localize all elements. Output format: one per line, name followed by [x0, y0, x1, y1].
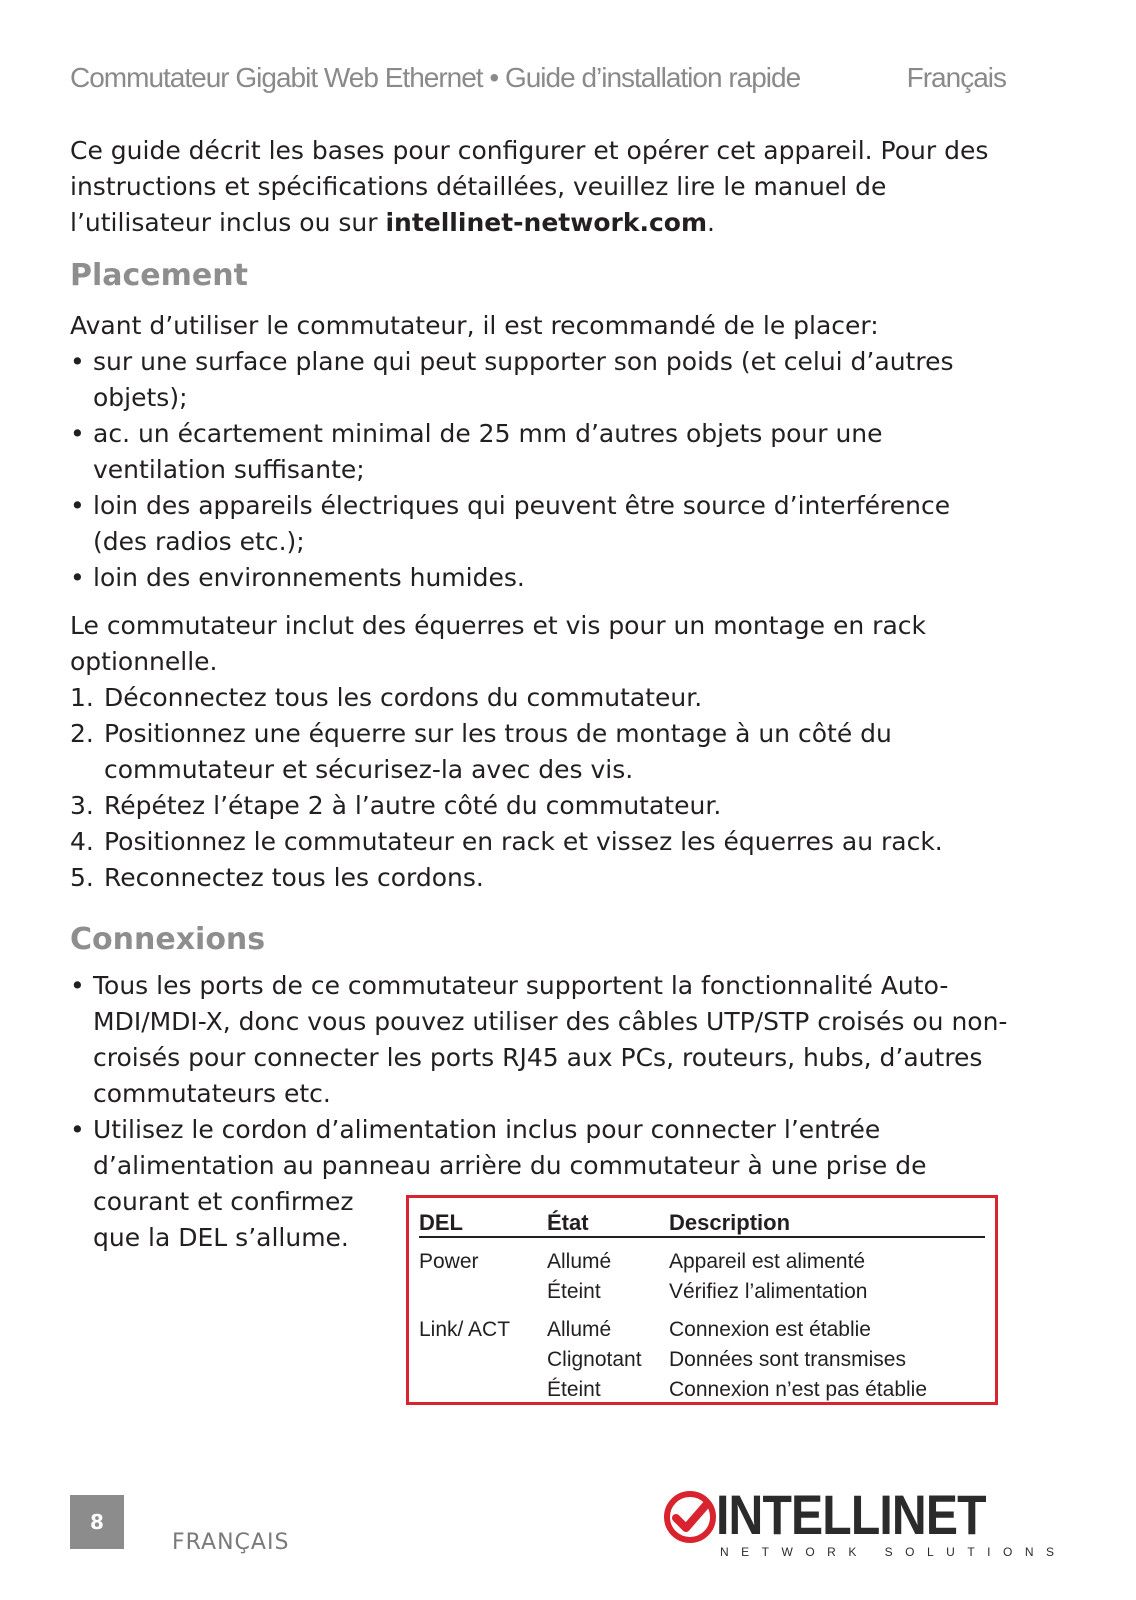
- bullet-symbol: •: [70, 971, 85, 1000]
- list-item: [70, 860, 1010, 896]
- bullet-text: Tous les ports de ce commutateur supportent la fonctionnalité Auto-MDI/MDI-X, donc vous pouvez utiliser des câbles UTP/STP croisés ou non-croisés pour connecter les ports RJ45 aux PCs, routeurs, hubs, d’autres commutateurs etc.: [93, 971, 1008, 1108]
- table-header: [419, 1210, 985, 1238]
- rack-paragraph: Le commutateur inclut des équerres et vis pour un montage en rack optionnelle.: [70, 611, 926, 676]
- list-item: [70, 968, 1010, 1112]
- bullet-symbol: •: [70, 347, 85, 376]
- step-number: 2.: [70, 719, 94, 748]
- connexions-heading: Connexions: [70, 922, 266, 957]
- step-text: Positionnez une équerre sur les trous de montage à un côté du commutateur et sécurisez-la avec des vis.: [104, 719, 892, 784]
- step-number: 3.: [70, 791, 94, 820]
- table-cell: Connexion n’est pas établie: [669, 1378, 928, 1401]
- list-item: [70, 824, 1010, 860]
- bullet-text: loin des environnements humides.: [93, 563, 525, 592]
- list-item: [70, 488, 1010, 560]
- bullet-symbol: •: [70, 491, 85, 520]
- list-item: [70, 344, 1010, 416]
- table-cell: Appareil est alimenté: [669, 1250, 866, 1273]
- table-row: [419, 1378, 985, 1408]
- list-item: [70, 716, 1010, 788]
- placement-bullet-list: [70, 344, 1010, 596]
- bullet-tail-line: que la DEL s’allume.: [93, 1223, 349, 1252]
- bullet-text: loin des appareils électriques qui peuvent être source d’interférence (des radios etc.);: [93, 491, 951, 556]
- column-header-del: DEL: [419, 1210, 463, 1235]
- placement-lead: Avant d’utiliser le commutateur, il est recommandé de le placer:: [70, 311, 879, 340]
- bullet-tail: [93, 1184, 393, 1256]
- step-text: Déconnectez tous les cordons du commutateur.: [104, 683, 703, 712]
- column-header-description: Description: [669, 1210, 791, 1235]
- bullet-text: Utilisez le cordon d’alimentation inclus pour connecter l’entrée d’alimentation au panneau arrière du commutateur à une prise de: [93, 1115, 927, 1180]
- list-item: [70, 416, 1010, 488]
- table-cell: Connexion est établie: [669, 1318, 871, 1341]
- step-number: 1.: [70, 683, 94, 712]
- bullet-symbol: •: [70, 419, 85, 448]
- logo-wordmark: INTELLINET: [716, 1483, 986, 1546]
- bullet-text: ac. un écartement minimal de 25 mm d’autres objets pour une ventilation suffisante;: [93, 419, 883, 484]
- header-title: Commutateur Gigabit Web Ethernet • Guide d’installation rapide: [70, 62, 801, 93]
- list-item: [70, 560, 1010, 596]
- step-number: 4.: [70, 827, 94, 856]
- table-cell: Éteint: [547, 1378, 601, 1401]
- page-header: [70, 62, 1006, 106]
- checkmark-logo-icon: [664, 1491, 716, 1543]
- table-row: [419, 1280, 985, 1310]
- logo-subtext: NETWORK SOLUTIONS: [720, 1545, 1067, 1559]
- footer-language: FRANÇAIS: [172, 1530, 290, 1555]
- placement-heading: Placement: [70, 258, 248, 293]
- intro-text-end: .: [707, 208, 715, 237]
- led-status-table: [406, 1195, 998, 1405]
- table-row: [419, 1318, 985, 1348]
- step-text: Reconnectez tous les cordons.: [104, 863, 484, 892]
- list-item: [70, 680, 1010, 716]
- list-item: [70, 788, 1010, 824]
- table-cell: Vérifiez l’alimentation: [669, 1280, 868, 1303]
- website-link[interactable]: intellinet-network.com: [385, 208, 708, 237]
- step-number: 5.: [70, 863, 94, 892]
- page-number: 8: [70, 1495, 124, 1549]
- bullet-tail-line: courant et confirmez: [93, 1187, 354, 1216]
- table-cell: Link/ ACT: [419, 1318, 511, 1341]
- bullet-symbol: •: [70, 563, 85, 592]
- table-cell: Power: [419, 1250, 479, 1273]
- bullet-symbol: •: [70, 1115, 85, 1144]
- intellinet-logo: [664, 1483, 1067, 1563]
- rack-steps-list: [70, 680, 1010, 896]
- column-header-etat: État: [547, 1210, 589, 1235]
- table-cell: Allumé: [547, 1250, 612, 1273]
- table-cell: Données sont transmises: [669, 1348, 906, 1371]
- step-text: Répétez l’étape 2 à l’autre côté du commutateur.: [104, 791, 722, 820]
- table-cell: Allumé: [547, 1318, 612, 1341]
- bullet-text: sur une surface plane qui peut supporter son poids (et celui d’autres objets);: [93, 347, 954, 412]
- table-cell: Éteint: [547, 1280, 601, 1303]
- table-cell: Clignotant: [547, 1348, 642, 1371]
- intro-text: Ce guide décrit les bases pour configurer et opérer cet appareil. Pour des instructions et spécifications détaillées, veuillez lire le manuel de l’utilisateur inclus ou sur: [70, 136, 989, 237]
- header-language: Français: [906, 62, 1006, 93]
- table-row: [419, 1348, 985, 1378]
- intro-paragraph: [70, 133, 1010, 241]
- step-text: Positionnez le commutateur en rack et vissez les équerres au rack.: [104, 827, 943, 856]
- table-row: [419, 1250, 985, 1280]
